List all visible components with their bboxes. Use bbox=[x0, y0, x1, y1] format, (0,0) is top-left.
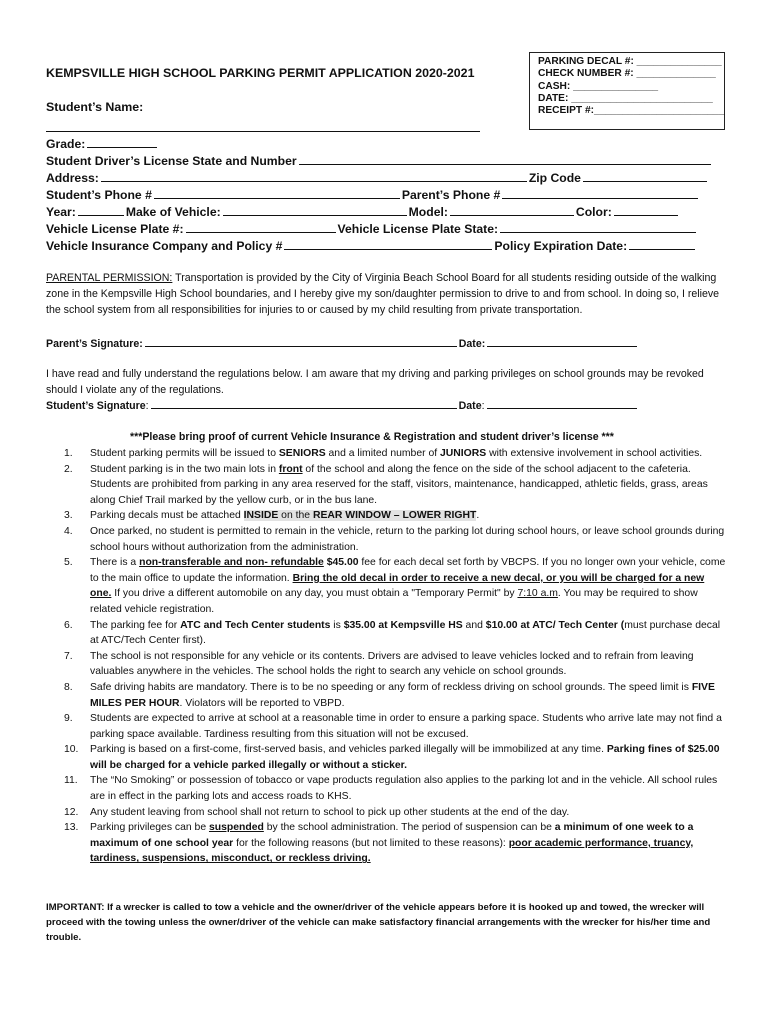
parking-decal-field: PARKING DECAL #: _______________ bbox=[538, 56, 722, 67]
parent-phone-label: Parent’s Phone # bbox=[401, 188, 501, 202]
list-item: 1. Student parking permits will be issued to SENIORS and a limited number of JUNIORS with extensive involvement in school activities. bbox=[64, 448, 703, 459]
model-line bbox=[450, 204, 574, 216]
student-signature-label: Student’s Signature bbox=[46, 400, 146, 412]
insurance-line bbox=[284, 238, 492, 250]
plate-state-line bbox=[500, 221, 696, 233]
student-signature-line bbox=[151, 399, 457, 409]
list-item: 10. Parking is based on a first-come, first-served basis, and vehicles parked illegally will be immobilized at any time. Parking fines of $25.00 will be charged for a vehicle parked illegally or without a sticker. bbox=[64, 744, 720, 771]
model-label: Model: bbox=[408, 205, 448, 219]
list-item: 2. Student parking is in the two main lots in front of the school and along the fence on the side of the school adjacent to the cafeteria. Students are prohibited from parking in any area reserved for the staff, visitors, maintenance, handicapped, athletic fields, grass, areas along Chief Trail marked by the yellow curb, or in the bus lane. bbox=[64, 463, 708, 506]
check-number-field: CHECK NUMBER #: ______________ bbox=[538, 68, 716, 80]
policy-expiration-line bbox=[629, 238, 695, 250]
make-label: Make of Vehicle: bbox=[125, 205, 221, 219]
regulations-list bbox=[46, 446, 726, 867]
list-item: 8. Safe driving habits are mandatory. There is to be no speeding or any form of reckless driving on school grounds. The speed limit is FIVE MILES PER HOUR. Violators will be reported to VBPD. bbox=[64, 681, 715, 709]
student-signature-row: Student’s Signature: Date: bbox=[46, 399, 639, 412]
plate-number-label: Vehicle License Plate #: bbox=[46, 222, 184, 236]
student-acknowledgement-text: I have read and fully understand the regulations below. I am aware that my driving and parking privileges on school grounds may be revoked should I violate any of the regulations. bbox=[46, 368, 704, 396]
parent-date-label: Date: bbox=[458, 338, 486, 350]
parent-signature-label: Parent’s Signature: bbox=[46, 338, 143, 350]
color-label: Color: bbox=[575, 205, 612, 219]
zip-line bbox=[583, 170, 707, 182]
zip-label: Zip Code bbox=[528, 171, 581, 185]
vehicle-row bbox=[46, 204, 680, 220]
parent-phone-line bbox=[502, 187, 698, 199]
receipt-field: RECEIPT #:_______________________ bbox=[538, 105, 725, 117]
list-item: 7. The school is not responsible for any vehicle or its contents. Drivers are advised to leave vehicles locked and to refrain from leaving valuables anywhere in the vehicles. The school holds the right to search any vehicle on school grounds. bbox=[64, 650, 694, 678]
student-name-line bbox=[46, 131, 480, 132]
parental-permission-text: Transportation is provided by the City of Virginia Beach School Board for all students residing outside of the walking zone in the Kempsville High School boundaries, and I hereby give my son/daughter permission to drive to and from school. In doing so, I relieve the school system from all responsibilities for injuries to or caused by my child resulting from private transportation. bbox=[46, 272, 720, 316]
list-item: 11. The “No Smoking” or possession of tobacco or vape products regulation also applies to the parking lot and in the vehicle. All school rules are in effect in the parking lots and access roads to KHS. bbox=[64, 775, 718, 803]
student-date-label: Date bbox=[458, 400, 482, 412]
page-title: KEMPSVILLE HIGH SCHOOL PARKING PERMIT APPLICATION 2020-2021 bbox=[46, 66, 475, 80]
address-label: Address: bbox=[46, 171, 99, 185]
documents-reminder: ***Please bring proof of current Vehicle Insurance & Registration and student driver’s license *** bbox=[130, 431, 614, 443]
license-row bbox=[46, 153, 713, 169]
grade-label: Grade: bbox=[46, 137, 86, 151]
year-line bbox=[78, 204, 124, 216]
important-notice: IMPORTANT: If a wrecker is called to tow a vehicle and the owner/driver of the vehicle appears before it is hooked up and towed, the wrecker will proceed with the towing unless the owner/driver of the vehicle can make satisfactory financial arrangements with the wrecker for his/her time and trouble. bbox=[46, 902, 711, 943]
plate-row bbox=[46, 221, 698, 237]
list-item: 13. Parking privileges can be suspended by the school administration. The period of suspension can be a minimum of one week to a maximum of one school year for the following reasons (but not limited to these reasons): poor academic performance, truancy, tardiness, suspensions, misconduct, or reckless driving. bbox=[64, 822, 694, 865]
student-name-label: Student’s Name: bbox=[46, 100, 144, 114]
student-phone-label: Student’s Phone # bbox=[46, 188, 152, 202]
grade-line bbox=[87, 136, 157, 148]
list-item: 4. Once parked, no student is permitted to remain in the vehicle, return to the parking lot during school hours, or leave school grounds during school hours without authorization from the administration. bbox=[64, 525, 725, 553]
plate-number-line bbox=[186, 221, 336, 233]
color-line bbox=[614, 204, 678, 216]
office-use-box bbox=[529, 52, 725, 130]
insurance-row bbox=[46, 238, 697, 254]
student-date-line bbox=[487, 399, 637, 409]
year-label: Year: bbox=[46, 205, 76, 219]
parental-permission-heading: PARENTAL PERMISSION: bbox=[46, 272, 173, 284]
address-row bbox=[46, 170, 709, 186]
insurance-label: Vehicle Insurance Company and Policy # bbox=[46, 239, 283, 253]
policy-expiration-label: Policy Expiration Date: bbox=[494, 239, 628, 253]
parental-permission-paragraph bbox=[46, 271, 726, 318]
date-field: DATE: _________________________ bbox=[538, 92, 713, 104]
cash-field: CASH: _______________ bbox=[538, 80, 659, 92]
address-line bbox=[101, 170, 527, 182]
parent-signature-line bbox=[145, 337, 457, 347]
student-phone-line bbox=[154, 187, 400, 199]
phone-row bbox=[46, 187, 700, 203]
license-label: Student Driver’s License State and Number bbox=[46, 154, 297, 168]
list-item: 6. The parking fee for ATC and Tech Center students is $35.00 at Kempsville HS and $10.00 at ATC/ Tech Center (must purchase decal at ATC/Tech Center first). bbox=[64, 619, 721, 647]
parent-signature-row bbox=[46, 337, 639, 350]
list-item: 5. There is a non-transferable and non- refundable $45.00 fee for each decal set forth by VBCPS. If you no longer own your vehicle, come to the main office to update the information. Bring the old decal in order to receive a new decal, or you will be charged for a new one. If you drive a different automobile on any day, you must obtain a "Temporary Permit" by 7:10 a.m. You may be required to show related vehicle registration. bbox=[64, 557, 726, 615]
parent-date-line bbox=[487, 337, 637, 347]
plate-state-label: Vehicle License Plate State: bbox=[337, 222, 499, 236]
license-line bbox=[299, 153, 711, 165]
list-item: 9. Students are expected to arrive at school at a reasonable time in order to ensure a parking space. Students who arrive late may not find a parking space available. Tardiness resulting from this situation will not be excused. bbox=[64, 713, 722, 740]
list-item: 3. Parking decals must be attached INSIDE on the REAR WINDOW – LOWER RIGHT. bbox=[64, 510, 480, 522]
list-item: 12. Any student leaving from school shall not return to school to pick up other students at the end of the day. bbox=[64, 806, 570, 818]
grade-row bbox=[46, 136, 159, 152]
make-line bbox=[223, 204, 407, 216]
